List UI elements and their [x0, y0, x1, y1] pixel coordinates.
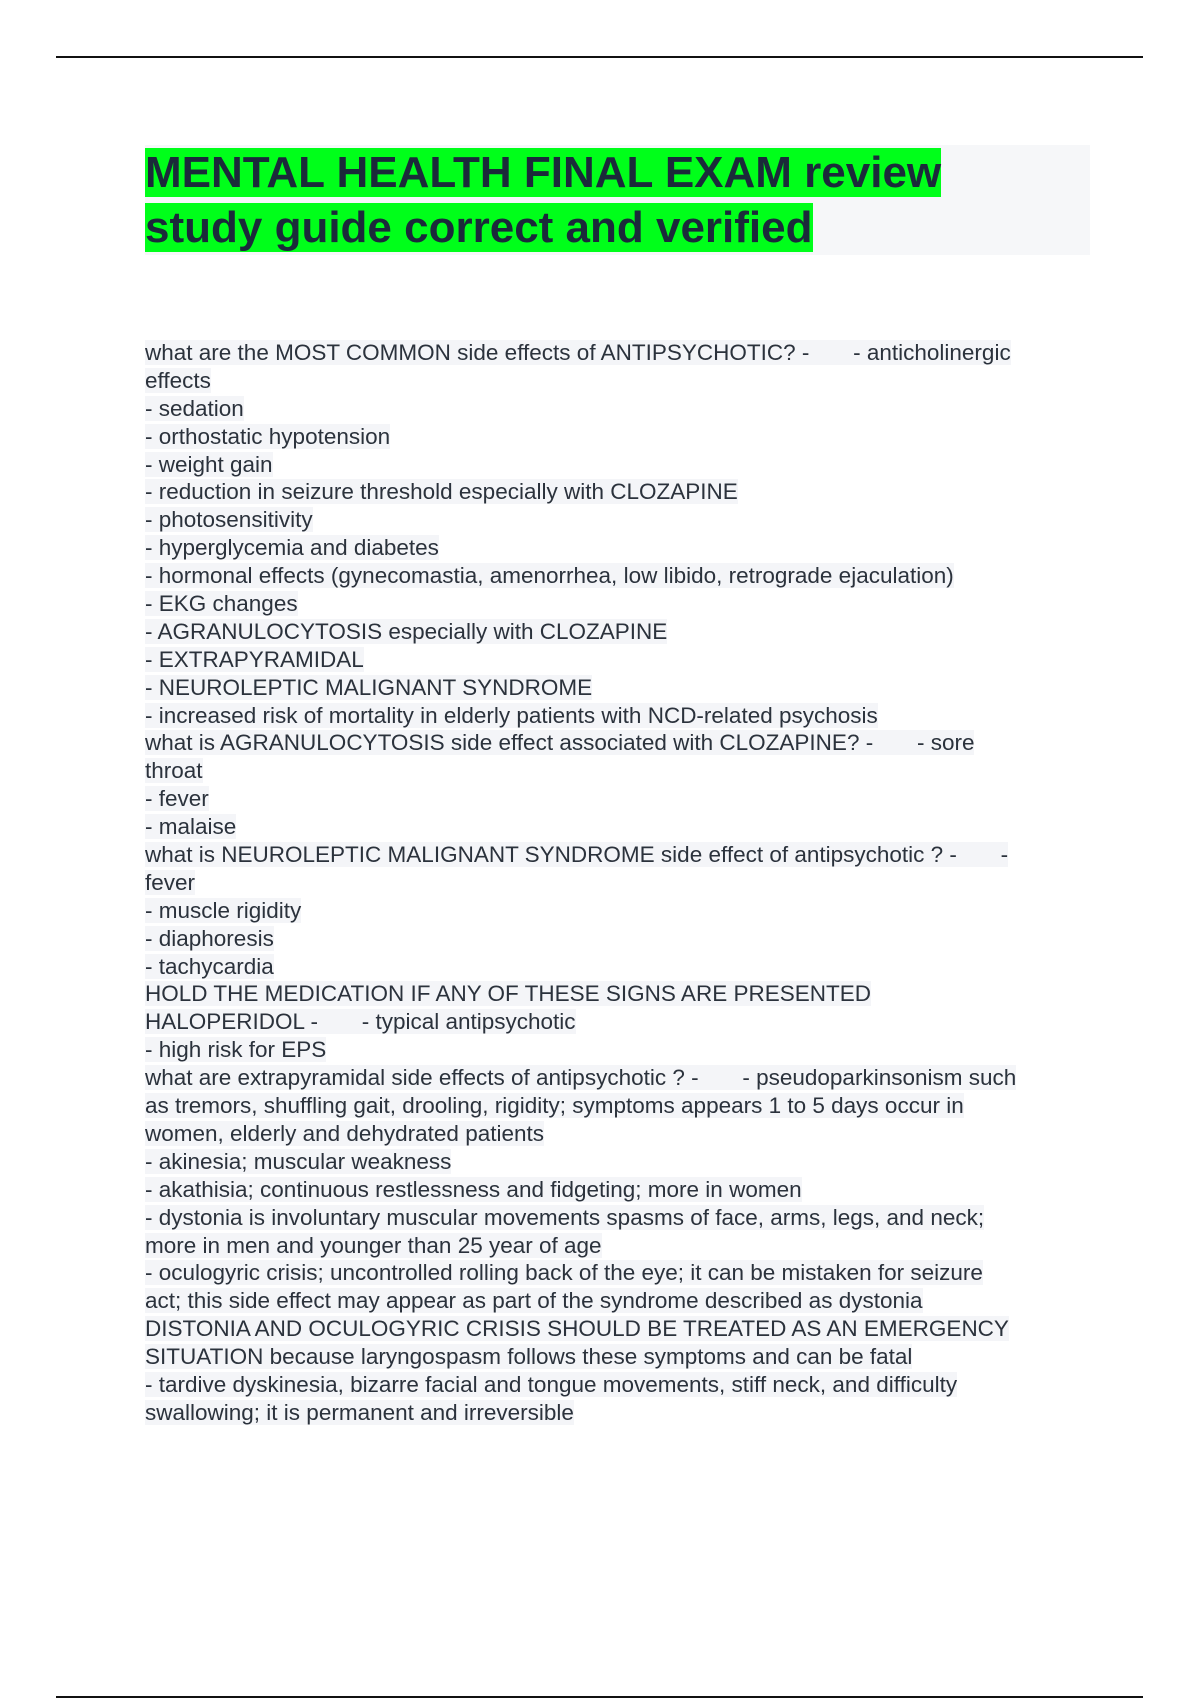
text-line-content: - akathisia; continuous restlessness and fidgeting; more in women	[145, 1176, 802, 1202]
text-line-content: act; this side effect may appear as part of the syndrome described as dystonia	[145, 1288, 923, 1314]
text-line	[145, 423, 1090, 451]
text-line-content: - orthostatic hypotension	[145, 423, 391, 449]
title-block	[145, 145, 1090, 255]
text-line	[145, 702, 1090, 730]
text-line	[145, 590, 1090, 618]
title-line-1: MENTAL HEALTH FINAL EXAM review	[145, 148, 942, 197]
text-line-content: SITUATION because laryngospasm follows these symptoms and can be fatal	[145, 1344, 913, 1370]
text-line-content: - AGRANULOCYTOSIS especially with CLOZAPINE	[145, 618, 668, 644]
text-line-content: DISTONIA AND OCULOGYRIC CRISIS SHOULD BE TREATED AS AN EMERGENCY	[145, 1316, 1009, 1342]
text-line	[145, 1064, 1090, 1092]
text-line	[145, 1259, 1090, 1287]
text-line-content: - EXTRAPYRAMIDAL	[145, 646, 364, 672]
text-line	[145, 1232, 1090, 1260]
text-line	[145, 869, 1090, 897]
bottom-rule	[56, 1696, 1143, 1698]
text-line	[145, 1371, 1090, 1399]
text-line	[145, 506, 1090, 534]
text-line	[145, 1148, 1090, 1176]
text-line	[145, 1287, 1090, 1315]
text-line-content: what are the MOST COMMON side effects of ANTIPSYCHOTIC? - - anticholinergic	[145, 340, 1011, 365]
text-line-content: - diaphoresis	[145, 925, 274, 951]
text-line-content: - weight gain	[145, 451, 273, 477]
text-line	[145, 1399, 1090, 1427]
text-line	[145, 953, 1090, 981]
text-line	[145, 339, 1090, 367]
text-line-content: - muscle rigidity	[145, 897, 302, 923]
text-line	[145, 1036, 1090, 1064]
text-line-content: - oculogyric crisis; uncontrolled rolling back of the eye; it can be mistaken for seizure	[145, 1260, 983, 1286]
text-line-content: as tremors, shuffling gait, drooling, rigidity; symptoms appears 1 to 5 days occur in	[145, 1093, 964, 1119]
text-line	[145, 1315, 1090, 1343]
text-line	[145, 646, 1090, 674]
text-line-content: - sedation	[145, 395, 244, 421]
text-line	[145, 451, 1090, 479]
text-line-content: fever	[145, 869, 196, 895]
text-line	[145, 1120, 1090, 1148]
text-line	[145, 1343, 1090, 1371]
text-line	[145, 757, 1090, 785]
document-title	[145, 145, 1090, 255]
text-line-content: throat	[145, 758, 203, 784]
text-line	[145, 785, 1090, 813]
text-line-content: - EKG changes	[145, 591, 298, 617]
text-line-content: - dystonia is involuntary muscular movements spasms of face, arms, legs, and neck;	[145, 1204, 985, 1230]
text-line-content: - reduction in seizure threshold especially with CLOZAPINE	[145, 479, 738, 505]
text-line	[145, 729, 1090, 757]
text-line-content: - hormonal effects (gynecomastia, amenorrhea, low libido, retrograde ejaculation)	[145, 563, 954, 589]
document-body	[145, 339, 1090, 1427]
text-line-content: - hyperglycemia and diabetes	[145, 535, 439, 561]
text-line	[145, 1092, 1090, 1120]
text-line	[145, 897, 1090, 925]
text-line	[145, 1008, 1090, 1036]
text-line-content: more in men and younger than 25 year of age	[145, 1232, 602, 1258]
text-line	[145, 562, 1090, 590]
text-line	[145, 395, 1090, 423]
text-line	[145, 674, 1090, 702]
text-line-content: - high risk for EPS	[145, 1037, 327, 1063]
title-line-2: study guide correct and verified	[145, 203, 813, 252]
text-line	[145, 813, 1090, 841]
text-line-content: - tachycardia	[145, 953, 274, 979]
text-line	[145, 925, 1090, 953]
text-line	[145, 1176, 1090, 1204]
text-line-content: - fever	[145, 786, 209, 812]
text-line	[145, 534, 1090, 562]
text-line-content: what is NEUROLEPTIC MALIGNANT SYNDROME side effect of antipsychotic ? - -	[145, 842, 1009, 868]
text-line-content: - malaise	[145, 814, 237, 840]
text-line-content: swallowing; it is permanent and irreversible	[145, 1399, 574, 1425]
text-line-content: HOLD THE MEDICATION IF ANY OF THESE SIGNS ARE PRESENTED	[145, 981, 871, 1007]
text-line	[145, 980, 1090, 1008]
text-line	[145, 841, 1090, 869]
text-line-content: - akinesia; muscular weakness	[145, 1148, 452, 1174]
text-line-content: - NEUROLEPTIC MALIGNANT SYNDROME	[145, 674, 593, 700]
top-rule	[56, 56, 1143, 58]
text-line-content: what is AGRANULOCYTOSIS side effect associated with CLOZAPINE? - - sore	[145, 730, 975, 756]
text-line-content: - increased risk of mortality in elderly patients with NCD-related psychosis	[145, 702, 878, 728]
text-line	[145, 618, 1090, 646]
text-line-content: what are extrapyramidal side effects of antipsychotic ? - - pseudoparkinsonism such	[145, 1065, 1017, 1091]
text-line-content: effects	[145, 367, 211, 393]
text-line	[145, 478, 1090, 506]
text-line-content: - photosensitivity	[145, 507, 313, 533]
text-line	[145, 1204, 1090, 1232]
text-line-content: women, elderly and dehydrated patients	[145, 1120, 545, 1146]
text-line	[145, 367, 1090, 395]
text-line-content: - tardive dyskinesia, bizarre facial and tongue movements, stiff neck, and difficulty	[145, 1371, 958, 1397]
text-line-content: HALOPERIDOL - - typical antipsychotic	[145, 1009, 576, 1035]
